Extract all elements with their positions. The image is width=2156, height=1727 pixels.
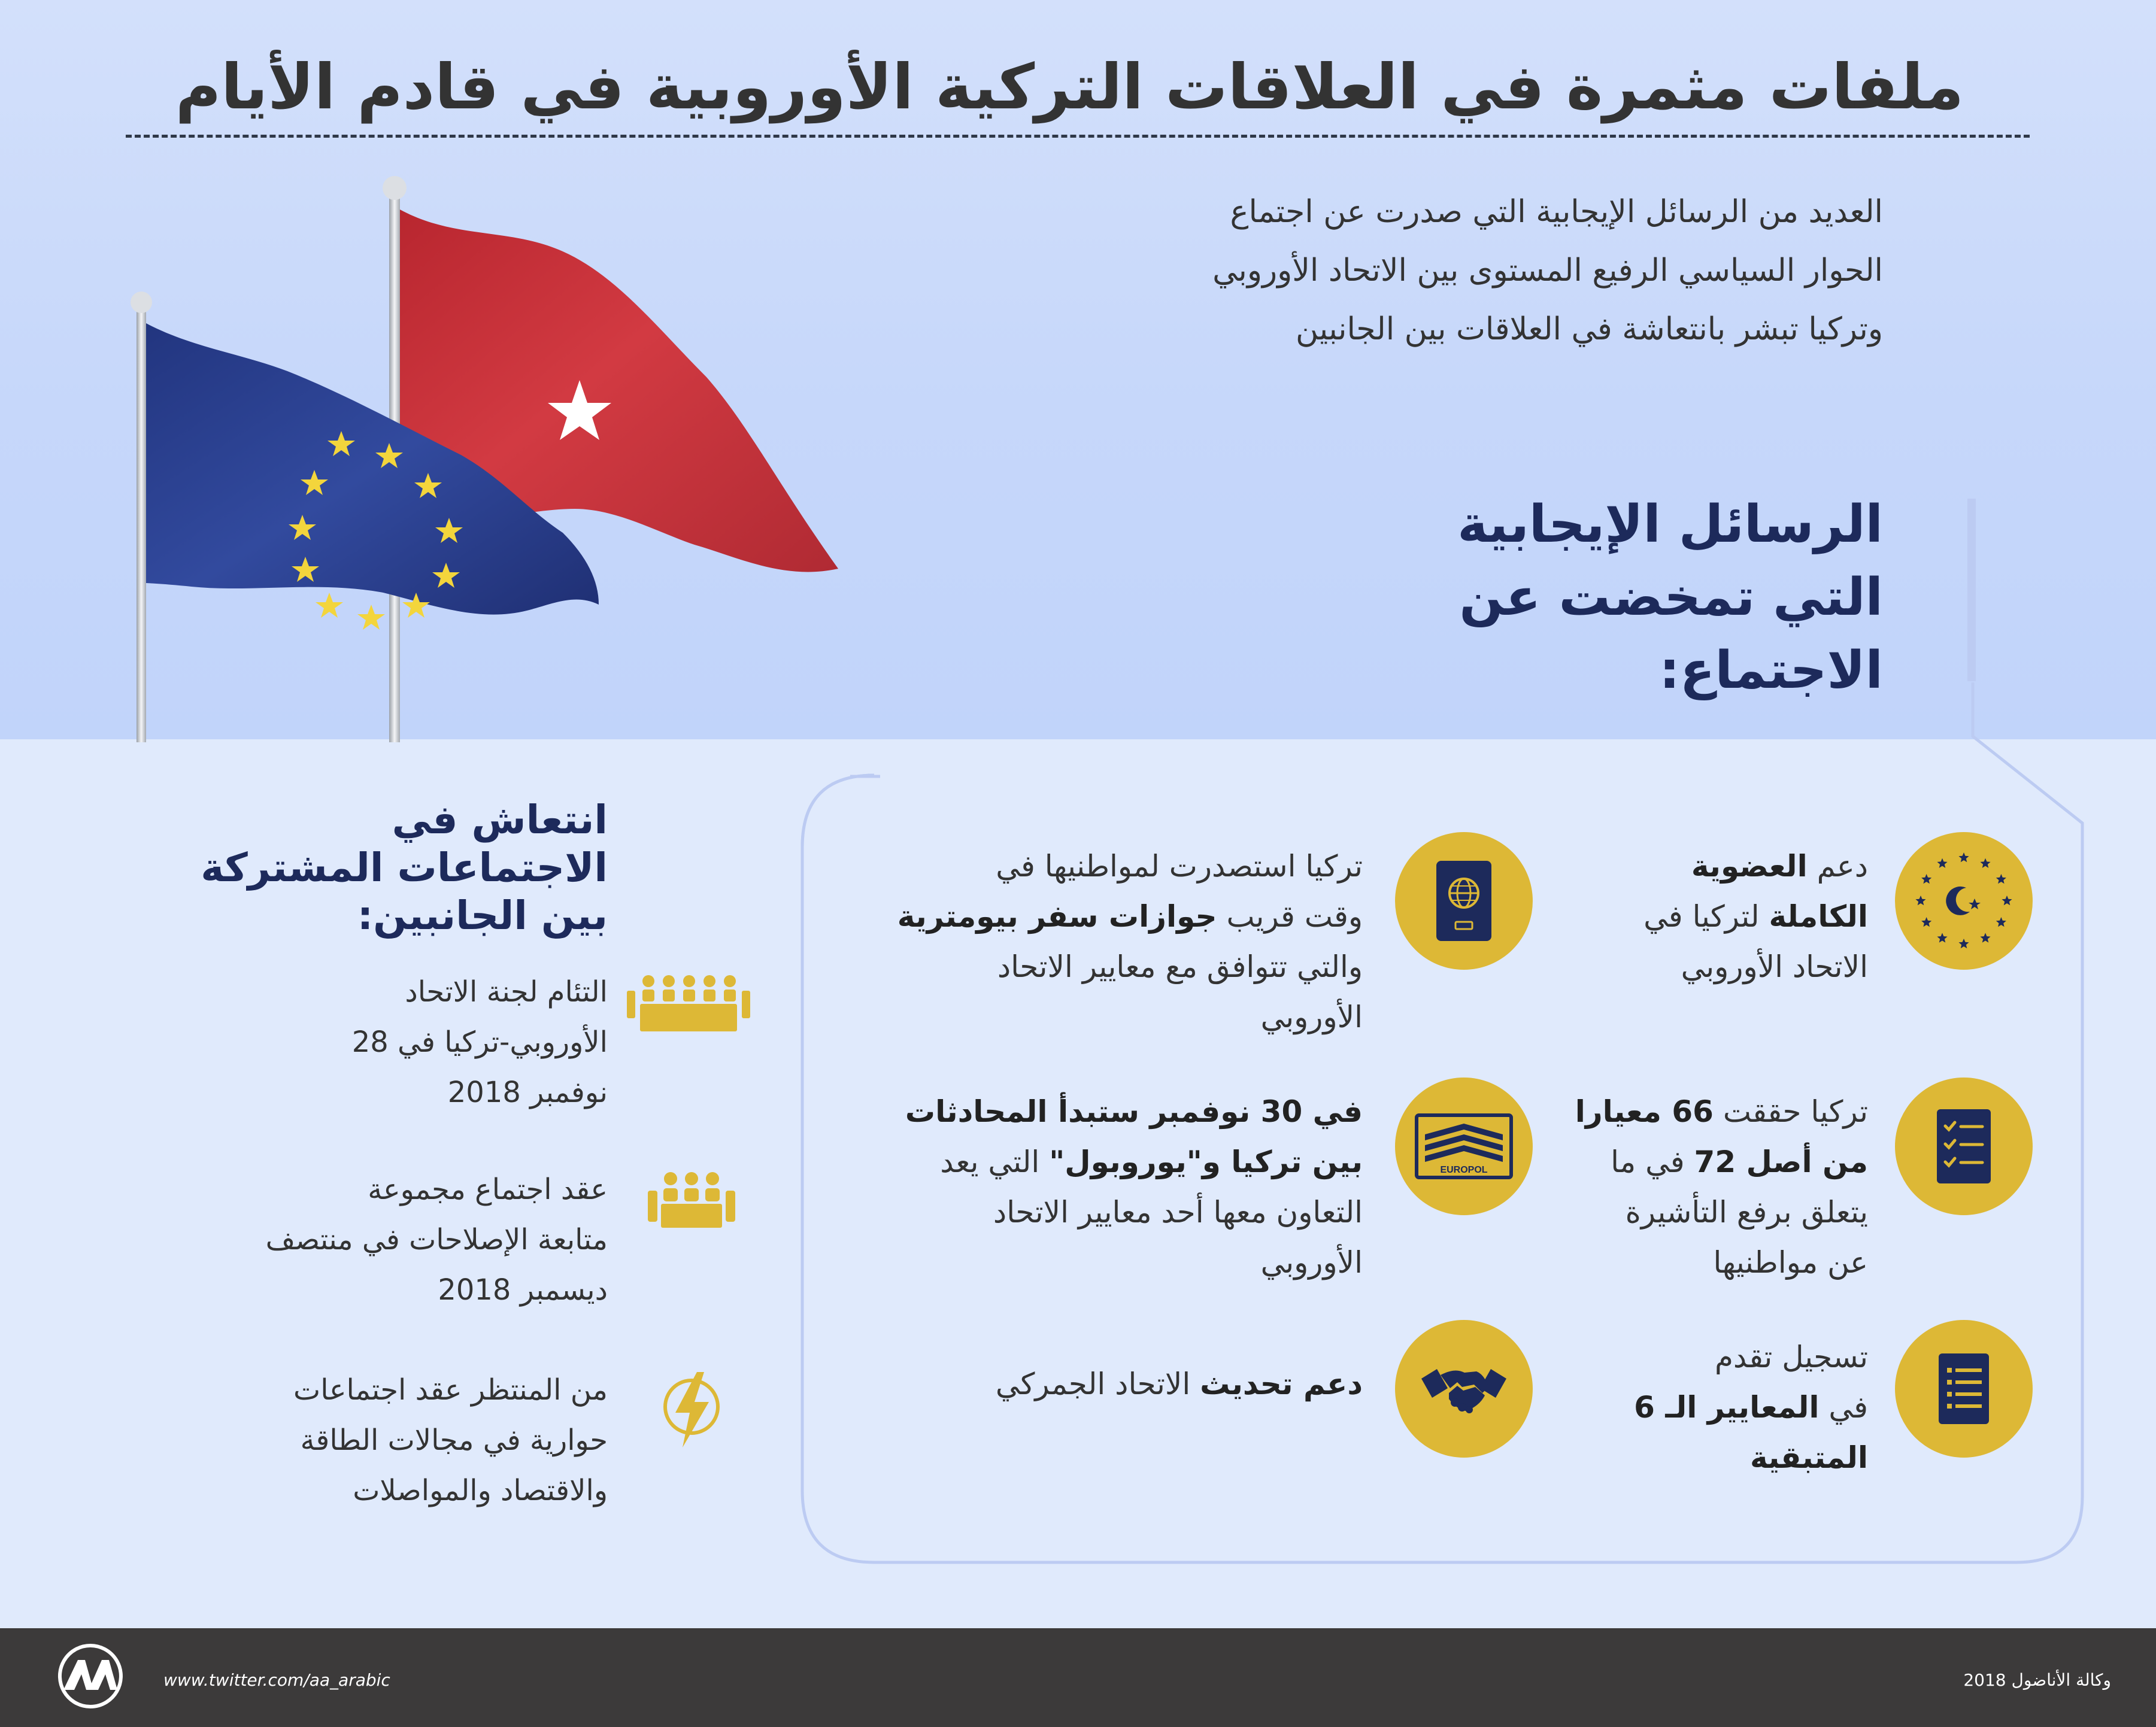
item-text-segment: الأوروبي [1260,1000,1363,1034]
item-line [1509,1237,1868,1288]
item-text-segment: عن مواطنيها [1713,1245,1868,1280]
eu-star [1996,917,2006,927]
eu-star [1937,933,1947,942]
item-text-bold: العضوية [1691,849,1808,884]
item-line [848,1086,1363,1137]
left-item-dialogue-meetings: من المنتظر عقد اجتماعات حوارية في مجالات الطاقة والاقتصاد والمواصلات [293,1373,608,1507]
item-line [848,1137,1363,1187]
item-biometric-passports [848,841,1363,1042]
item-line [848,1187,1363,1237]
item-line [1509,942,1868,992]
item-line [848,942,1363,992]
item-line [848,1359,1363,1409]
eu-star [1937,858,1947,868]
item-line [1509,1187,1868,1237]
eu-star [1980,858,1990,868]
item-line [1509,841,1868,891]
item-text-segment: في [1819,1390,1868,1425]
page-title: ملفات مثمرة في العلاقات التركية الأوروبية في قادم الأيام [175,50,1964,123]
item-text-segment: وقت قريب [1217,899,1363,934]
item-text-segment: تركيا حققت [1713,1094,1868,1129]
eu-star [1915,896,1925,905]
eu-star [2002,896,2012,905]
item-text-segment: الاتحاد الجمركي [995,1367,1200,1401]
item-text-bold: دعم تحديث [1200,1367,1363,1401]
eu-star [1921,874,1931,884]
item-text-segment: دعم [1807,849,1868,884]
item-line [848,992,1363,1042]
meeting-group-icon [647,1170,736,1233]
item-full-membership [1509,841,1868,992]
item-text-bold: الكاملة [1769,899,1868,934]
item-line [848,841,1363,891]
item-text-bold: من أصل 72 [1694,1145,1868,1179]
intro-line: العديد من الرسائل الإيجابية التي صدرت عن اجتماع [1230,194,1883,230]
item-text-segment: يتعلق برفع التأشيرة [1625,1195,1868,1230]
item-line [848,891,1363,942]
footer-twitter-link[interactable]: www.twitter.com/aa_arabic [163,1670,390,1690]
eu-star [1958,852,1969,862]
item-text-segment: والتي تتوافق مع معايير الاتحاد [997,949,1363,984]
item-text-bold: المتبقية [1750,1440,1868,1475]
intro-paragraph [985,183,1883,359]
item-text-bold: جوازات سفر بيومترية [897,899,1217,934]
handshake-icon [1395,1320,1533,1458]
anadolu-agency-logo-icon [57,1643,123,1709]
eu-star [1921,917,1931,927]
intro-line: وتركيا تبشر بانتعاشة في العلاقات بين الجانبين [1296,311,1883,347]
item-line [1509,1432,1868,1483]
item-text-bold: بين تركيا و"يوروبول" [1049,1145,1363,1179]
list-document-icon [1895,1320,2033,1458]
item-customs-union [848,1359,1363,1409]
eu-turkey-flags-image [120,174,862,742]
item-text-segment: الاتحاد الأوروبي [1681,949,1868,984]
item-text-segment: تسجيل تقدم [1714,1340,1868,1374]
footer-copyright: وكالة الأناضول 2018 [1963,1670,2111,1690]
joint-meetings-heading: انتعاش في الاجتماعات المشتركة بين الجانبين: [201,797,608,939]
heading-accent-bar [1967,499,1976,681]
item-text-segment: الأوروبي [1260,1245,1363,1280]
left-item-reform-group: عقد اجتماع مجموعة متابعة الإصلاحات في منتصف ديسمبر 2018 [265,1173,608,1307]
item-line [1509,891,1868,942]
item-line [1509,1086,1868,1137]
europol-logo-icon [1395,1078,1533,1215]
item-text-segment: في ما [1611,1145,1694,1179]
item-visa-criteria [1509,1086,1868,1288]
europol-label: EUROPOL [1440,1165,1488,1175]
item-text-segment: تركيا استصدرت لمواطنيها في [996,849,1363,884]
item-text-bold: المعايير الـ 6 [1634,1390,1820,1425]
eu-flag-pole [137,311,146,742]
positive-messages-heading: الرسائل الإيجابية التي تمخضت عن الاجتماع: [1457,494,1883,700]
passport-icon [1395,832,1533,970]
energy-bolt-icon [659,1371,724,1451]
item-line [1509,1332,1868,1382]
item-text-segment: التي يعد [940,1145,1050,1179]
item-europol-talks [848,1086,1363,1288]
item-line [1509,1137,1868,1187]
left-item-eu-turkey-committee: التئام لجنة الاتحاد الأوروبي-تركيا في 28 نوفمبر 2018 [351,975,608,1109]
item-remaining-criteria [1509,1332,1868,1483]
item-text-segment: لتركيا في [1643,899,1769,934]
item-text-bold: في 30 نوفمبر ستبدأ المحادثات [905,1094,1363,1129]
eu-star [1996,874,2006,884]
item-text-segment: التعاون معها أحد معايير الاتحاد [993,1195,1363,1230]
conference-table-icon [626,973,751,1035]
eu-turkey-stars-icon [1895,832,2033,970]
title-divider [126,135,2030,138]
eu-star [1980,933,1990,942]
item-text-bold: 66 معيارا [1575,1094,1714,1129]
checklist-icon [1895,1078,2033,1215]
item-line [1509,1382,1868,1432]
intro-line: الحوار السياسي الرفيع المستوى بين الاتحاد الأوروبي [1212,253,1883,289]
eu-star [1958,939,1969,948]
item-line [848,1237,1363,1288]
